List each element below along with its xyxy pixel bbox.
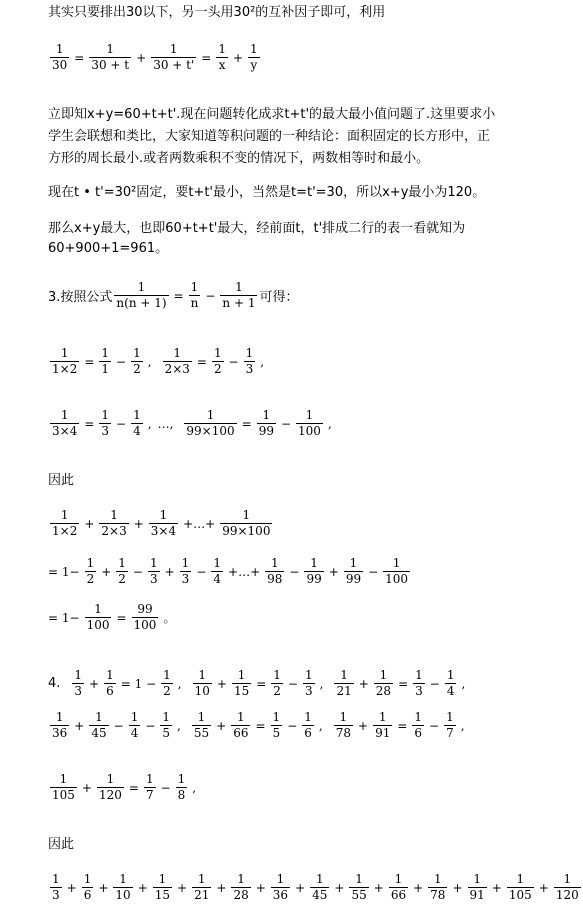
sum-line-2: = 1− $\frac{1}{2}$ + $\frac{1}{2}$ − $\frac{1}{3}$ + $\frac{1}{3}$ − $\frac{1}{4}$ +…+ $\frac{1}{98}$ − $\frac{1}{99}$ + $\frac{1}{99}$ − $\frac{1}{100}$: [48, 556, 409, 586]
therefore-2: 因此: [48, 837, 75, 852]
sum-line-3: = 1− $\frac{1}{100}$ = $\frac{99}{100}$ 。: [48, 602, 176, 632]
equation-row-1: $\frac{1}{1\times 2}$ = $\frac{1}{1}$ − $\frac{1}{2}$ , $\frac{1}{2\times 3}$ = $\frac{1}{2}$ − $\frac{1}{3}$ ,: [52, 346, 265, 376]
paragraph-3: 现在t • t'=30²固定，要t+t'最小，当然是t=t'=30，所以x+y最小为120。: [48, 185, 486, 200]
section-4-line-3: $\frac{1}{105}$ + $\frac{1}{120}$ = $\frac{1}{7}$ − $\frac{1}{8}$ ,: [52, 772, 197, 802]
paragraph-1: 其实只要排出30以下，另一头用30²的互补因子即可，利用: [48, 5, 386, 20]
section-4-label: 4.: [48, 676, 61, 691]
section-4-line-1: 4. $\frac{1}{3}$ + $\frac{1}{6}$ = 1 − $\frac{1}{2}$ , $\frac{1}{10}$ + $\frac{1}{15}$ = $\frac{1}{2}$ − $\frac{1}{3}$ , $\frac{1}{21}$ + $\frac{1}{28}$ = $\frac{1}{3}$ − $\frac{1}{4}$ ,: [48, 668, 466, 698]
therefore-1: 因此: [48, 473, 75, 488]
paragraph-2-line-3: 方形的周长最小.或者两数乘积不变的情况下，两数相等时和最小。: [48, 151, 430, 166]
paragraph-2-line-1: 立即知x+y=60+t+t'.现在问题转化成求t+t'的最大最小值问题了.这里要求小: [48, 107, 496, 122]
paragraph-4-line-2: 60+900+1=961。: [48, 241, 169, 256]
paragraph-4-line-1: 那么x+y最大，也即60+t+t'最大，经前面t，t'排成二行的表一看就知为: [48, 221, 466, 236]
equation-reciprocal-split: $\frac{1}{30}$ = $\frac{1}{30 + t}$ + $\frac{1}{30 + t'}$ = $\frac{1}{x}$ + $\frac{1}{y}$: [52, 42, 258, 72]
paragraph-2-line-2: 学生会联想和类比，大家知道等积问题的一种结论：面积固定的长方形中，正: [48, 129, 491, 144]
final-sum: $\frac{1}{3}$ + $\frac{1}{6}$ + $\frac{1}{10}$ + $\frac{1}{15}$ + $\frac{1}{21}$ + $\frac{1}{28}$ + $\frac{1}{36}$ + $\frac{1}{45}$ + $\frac{1}{55}$ + $\frac{1}{66}$ + $\frac{1}{78}$ + $\frac{1}{91}$ + $\frac{1}{105}$ + $\frac{1}{120}$: [52, 872, 579, 902]
sum-line-1: $\frac{1}{1\times 2}$ + $\frac{1}{2\times 3}$ + $\frac{1}{3\times 4}$ +…+ $\frac{1}{99\times 100}$: [52, 508, 271, 538]
sum-dots: +…+: [183, 516, 216, 531]
section-3-formula: 3.按照公式 $\frac{1}{n(n + 1)}$ = $\frac{1}{n}$ − $\frac{1}{n + 1}$ 可得：: [48, 280, 299, 310]
equation-row-2: $\frac{1}{3\times 4}$ = $\frac{1}{3}$ − $\frac{1}{4}$ , …, $\frac{1}{99\times 100}$ = $\frac{1}{99}$ − $\frac{1}{100}$ ,: [52, 408, 332, 438]
section-3-suffix: 可得：: [259, 290, 299, 305]
ellipsis: …,: [157, 416, 174, 431]
section-3-prefix: 3.按照公式: [48, 290, 113, 305]
section-4-line-2: $\frac{1}{36}$ + $\frac{1}{45}$ − $\frac{1}{4}$ − $\frac{1}{5}$ , $\frac{1}{55}$ + $\frac{1}{66}$ = $\frac{1}{5}$ − $\frac{1}{6}$ , $\frac{1}{78}$ + $\frac{1}{91}$ = $\frac{1}{6}$ − $\frac{1}{7}$ ,: [52, 710, 465, 740]
